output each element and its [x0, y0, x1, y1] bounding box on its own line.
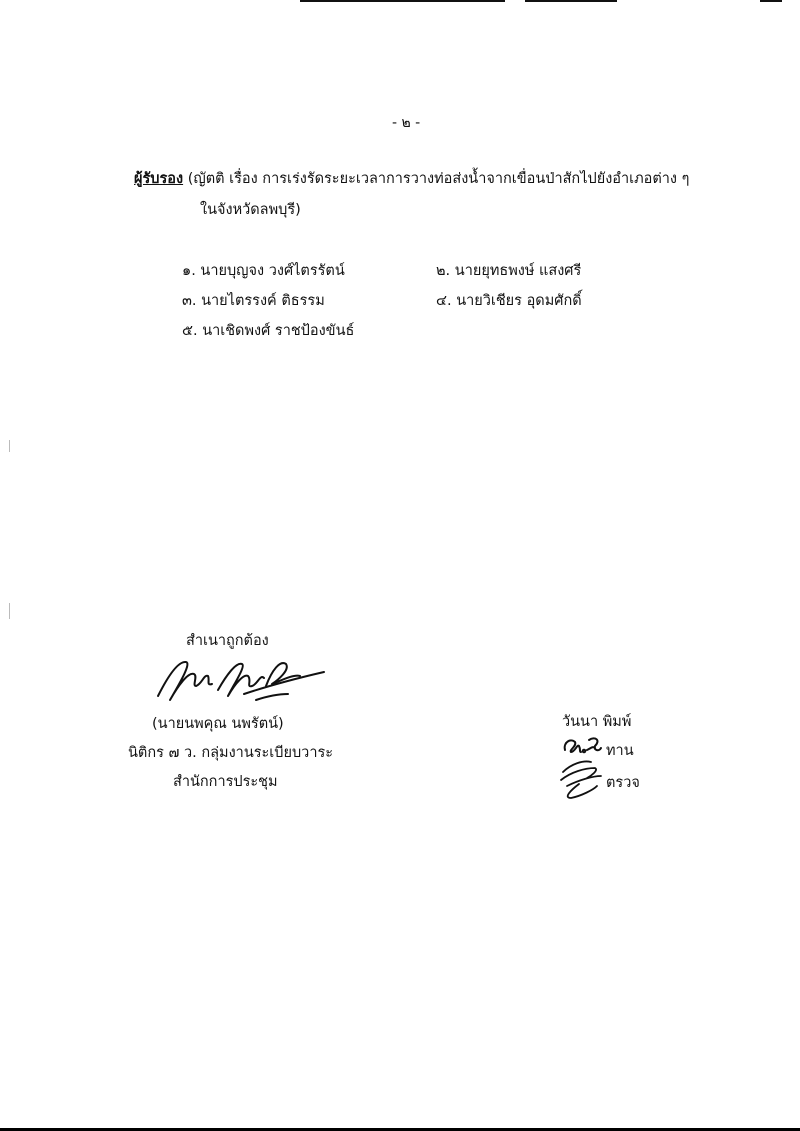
verify-label: ตรวจ	[606, 775, 640, 791]
scan-edge-mark-2	[9, 603, 10, 619]
scan-top-line-3	[760, 0, 782, 2]
typist-name: วันนา พิมพ์	[562, 714, 632, 730]
header-line	[134, 167, 689, 190]
certifier-signature	[148, 656, 328, 706]
endorser-1: ๑. นายบุญจง วงศ์ไตรรัตน์	[182, 263, 345, 279]
scan-edge-mark-1	[9, 440, 10, 452]
check-label: ทาน	[606, 743, 634, 759]
endorser-2: ๒. นายยุทธพงษ์ แสงศรี	[436, 263, 582, 279]
endorser-3: ๓. นายไตรรงค์ ติธรรม	[182, 293, 325, 309]
endorser-label: ผู้รับรอง	[134, 171, 184, 187]
checker-initials	[561, 734, 603, 756]
subject-line-2: ในจังหวัดลพบุรี)	[200, 202, 301, 218]
certifier-position: นิติกร ๗ ว. กลุ่มงานระเบียบวาระ	[128, 745, 334, 761]
scan-top-line-1	[300, 0, 505, 2]
endorser-5: ๕. นาเชิดพงศ์ ราชป้องขันธ์	[182, 323, 355, 339]
endorser-4: ๔. นายวิเชียร อุดมศักดิ์	[436, 293, 582, 309]
subject-line-1: (ญัตติ เรื่อง การเร่งรัดระยะเวลาการวางท่อส่งน้ำจากเขื่อนป่าสักไปยังอำเภอต่าง ๆ	[187, 171, 690, 187]
scan-top-line-2	[525, 0, 617, 2]
verifier-signature	[557, 758, 607, 802]
certified-copy-title: สำเนาถูกต้อง	[186, 633, 269, 649]
certifier-office: สำนักการประชุม	[173, 774, 278, 790]
page-number: - ๒ -	[392, 115, 421, 131]
certifier-name: (นายนพคุณ นพรัตน์)	[152, 716, 284, 732]
